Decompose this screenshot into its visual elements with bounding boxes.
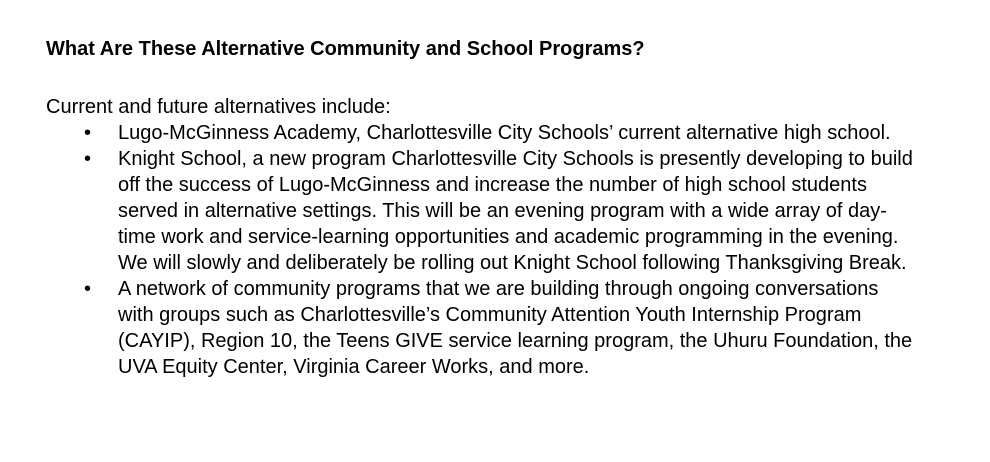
list-item-text: Lugo-McGinness Academy, Charlottesville City Schools’ current alternative high school. xyxy=(118,122,891,144)
document-body xyxy=(46,36,946,380)
list-item-text: Knight School, a new program Charlottesville City Schools is presently developing to build off the success of Lugo-McGinness and increase the number of high school students served in alternative settings. This will be an evening program with a wide array of day-time work and service-learning opportunities and academic programming in the evening. We will slowly and deliberately be rolling out Knight School following Thanksgiving Break. xyxy=(118,148,913,274)
list-item xyxy=(46,146,918,276)
section-heading: What Are These Alternative Community and School Programs? xyxy=(46,38,645,60)
bullet-icon: • xyxy=(84,148,92,170)
list-item xyxy=(46,276,918,380)
bullet-icon: • xyxy=(84,278,92,300)
intro-text: Current and future alternatives include: xyxy=(46,96,391,118)
bullet-list xyxy=(46,120,946,380)
list-item-text: A network of community programs that we are building through ongoing conversations with groups such as Charlottesville’s Community Attention Youth Internship Program (CAYIP), Region 10, the Teens GIVE service learning program, the Uhuru Foundation, the UVA Equity Center, Virginia Career Works, and more. xyxy=(118,278,913,378)
list-item xyxy=(46,120,918,146)
bullet-icon: • xyxy=(84,122,92,144)
